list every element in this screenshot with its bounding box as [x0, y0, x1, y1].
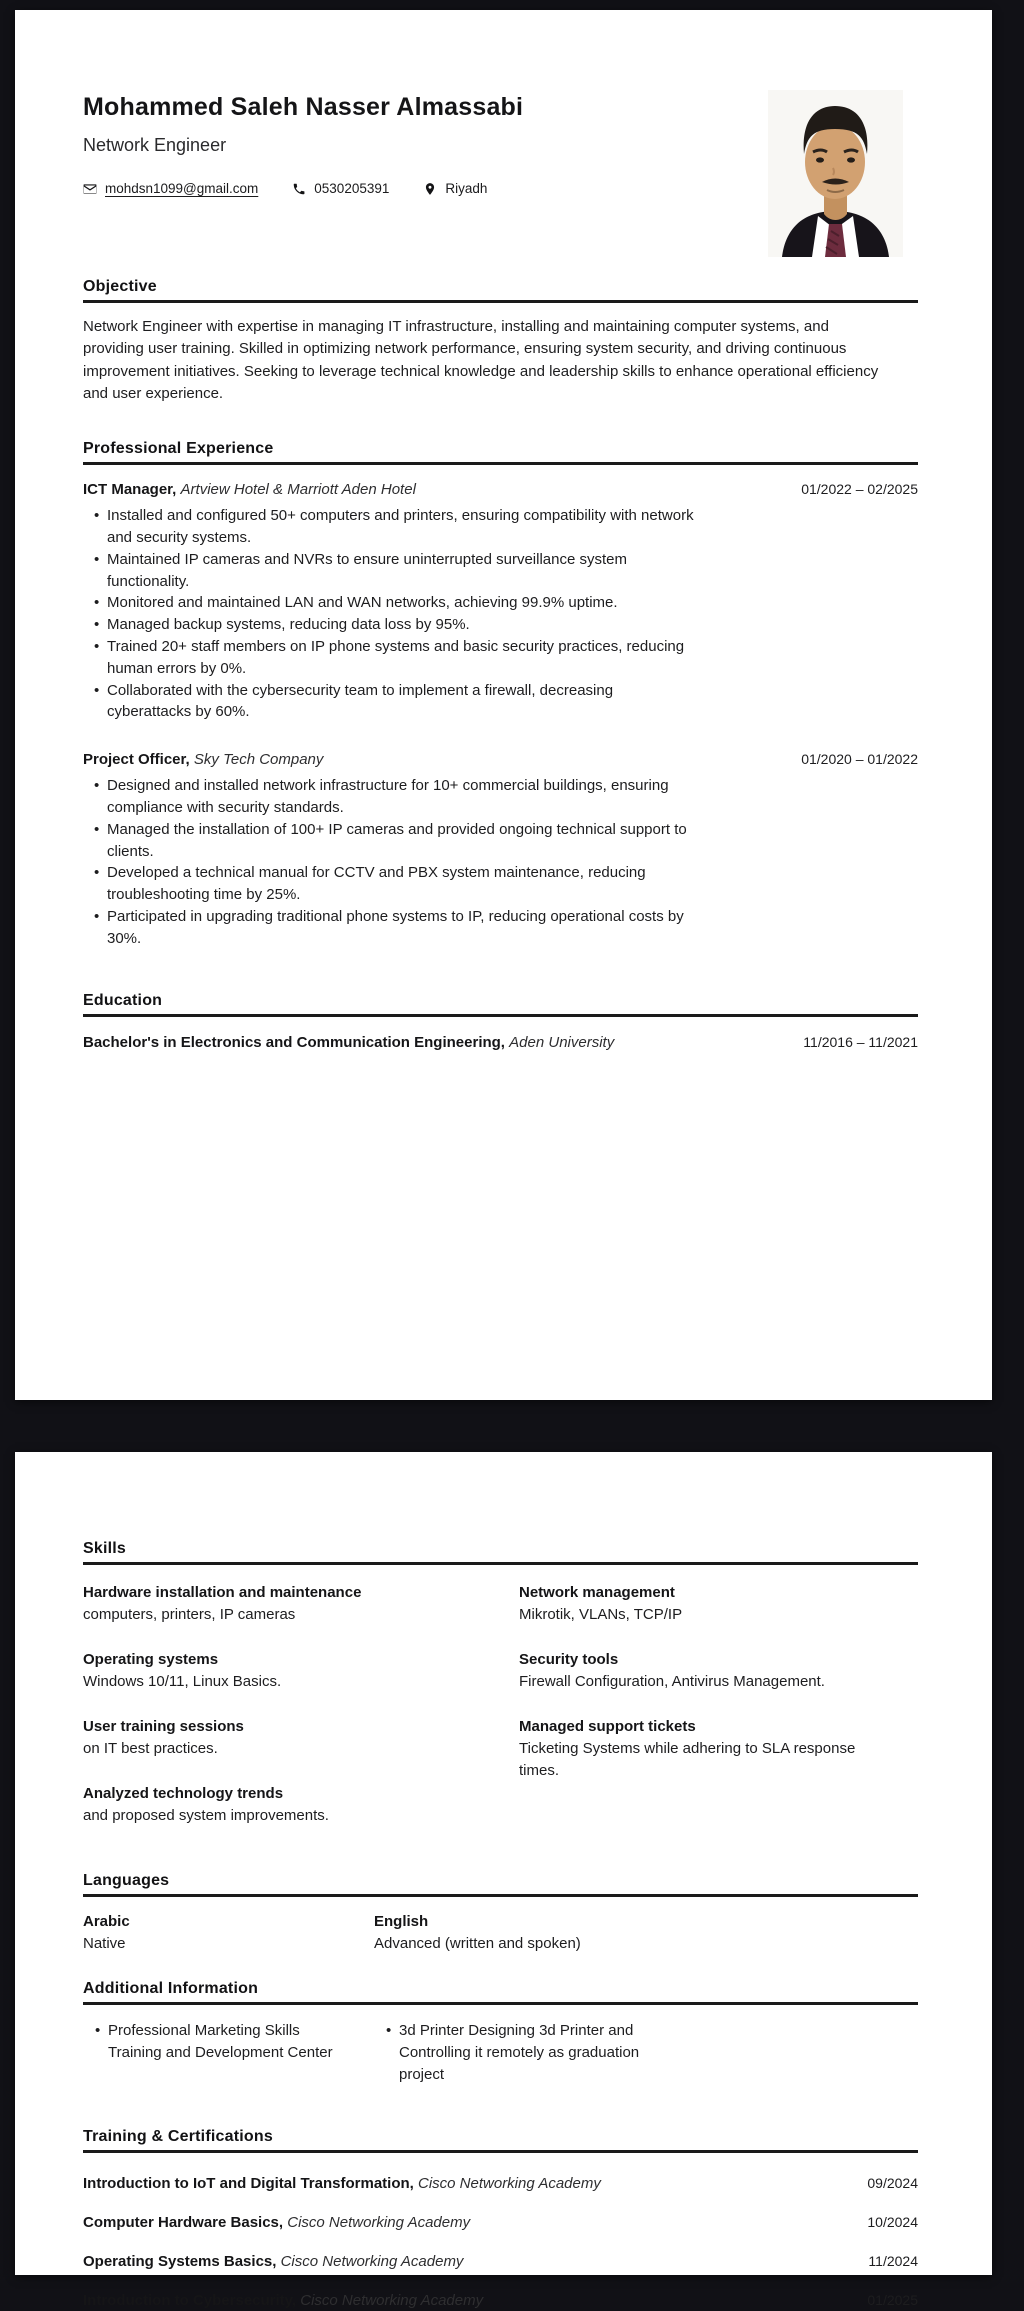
experience-bullet: • Managed backup systems, reducing data loss by 95%. — [83, 614, 695, 636]
experience-entry-title — [83, 750, 323, 770]
candidate-job-title: Network Engineer — [83, 135, 227, 155]
certification-org: Cisco Networking Academy — [280, 2253, 464, 2270]
skill-title: Managed support tickets — [519, 1718, 696, 1735]
experience-bullet: • Trained 20+ staff members on IP phone systems and basic security practices, reducing human errors by 0%. — [83, 636, 695, 680]
skill-title: Operating systems — [83, 1651, 219, 1668]
skill-detail: Firewall Configuration, Antivirus Management. — [519, 1673, 825, 1690]
additional-information-heading: Additional Information — [83, 1980, 918, 2005]
experience-bullet: • Managed the installation of 100+ IP cameras and provided ongoing technical support to clients. — [83, 819, 695, 863]
education-entry — [83, 1032, 918, 1053]
experience-bullet: • Designed and installed network infrastructure for 10+ commercial buildings, ensuring compliance with security standards. — [83, 775, 695, 819]
contact-phone — [292, 180, 389, 197]
certification-entry — [83, 2173, 918, 2194]
experience-bullets — [83, 505, 695, 723]
languages-list — [83, 1911, 918, 1955]
resume-page-2 — [15, 1452, 992, 2309]
certification-entry-title — [83, 2213, 470, 2233]
language-level: Native — [83, 1935, 126, 1952]
certification-title: Operating Systems Basics, — [83, 2253, 277, 2270]
experience-entry-header — [83, 479, 918, 500]
experience-heading: Professional Experience — [83, 440, 918, 465]
profile-photo — [768, 90, 903, 257]
experience-bullet: • Developed a technical manual for CCTV and PBX system maintenance, reducing troubleshooting time by 25%. — [83, 862, 695, 906]
section-additional-information — [83, 1980, 918, 2086]
certification-entry-title — [83, 2291, 483, 2311]
experience-entries — [83, 479, 918, 949]
language-level: Advanced (written and spoken) — [374, 1935, 581, 1952]
skill-item — [83, 1582, 519, 1626]
experience-bullet: • Collaborated with the cybersecurity team to implement a firewall, decreasing cyberattacks by 60%. — [83, 680, 695, 724]
skill-detail: and proposed system improvements. — [83, 1807, 329, 1824]
skill-item — [519, 1582, 918, 1626]
experience-bullets — [83, 775, 695, 949]
contact-location — [423, 180, 487, 197]
certification-org: Cisco Networking Academy — [418, 2175, 601, 2192]
experience-role: Project Officer, — [83, 751, 190, 769]
education-degree: Bachelor's in Electronics and Communication Engineering, — [83, 1033, 505, 1051]
certification-date: 01/2025 — [867, 2292, 918, 2308]
phone-value: 0530205391 — [314, 181, 390, 196]
experience-bullet: • Participated in upgrading traditional phone systems to IP, reducing operational costs by 30%. — [83, 906, 695, 950]
skill-item — [83, 1649, 519, 1693]
skill-item — [519, 1716, 918, 1782]
experience-role: ICT Manager, — [83, 481, 177, 499]
experience-entry — [83, 749, 918, 949]
certification-entry-title — [83, 2174, 601, 2194]
skill-detail: computers, printers, IP cameras — [83, 1606, 296, 1623]
certification-title: Computer Hardware Basics, — [83, 2214, 284, 2231]
experience-bullet: • Installed and configured 50+ computers and printers, ensuring compatibility with network and security systems. — [83, 505, 695, 549]
certification-date: 09/2024 — [867, 2175, 918, 2191]
language-item — [83, 1911, 374, 1955]
skill-item — [83, 1783, 519, 1827]
skill-item — [83, 1716, 519, 1760]
additional-information-item: • 3d Printer Designing 3d Printer and Controlling it remotely as graduation project — [374, 2020, 644, 2086]
skills-columns — [83, 1582, 918, 1850]
skill-detail: Windows 10/11, Linux Basics. — [83, 1673, 282, 1690]
certification-org: Cisco Networking Academy — [300, 2292, 484, 2309]
section-skills — [83, 1540, 918, 1850]
skill-item — [519, 1649, 918, 1693]
certification-date: 11/2024 — [868, 2253, 918, 2269]
skill-title: Hardware installation and maintenance — [83, 1584, 362, 1601]
section-certifications — [83, 2128, 918, 2311]
languages-heading: Languages — [83, 1872, 918, 1897]
phone-icon — [292, 182, 306, 196]
envelope-icon — [83, 182, 97, 196]
section-languages — [83, 1872, 918, 1955]
experience-bullet: • Monitored and maintained LAN and WAN networks, achieving 99.9% uptime. — [83, 592, 695, 614]
objective-text: Network Engineer with expertise in managing IT infrastructure, installing and maintaining computer systems, and providing user training. Skilled in optimizing network performance, ensuring system security, and driving continuous improvement initiatives. Seeking to leverage technical knowledge and leadership skills to enhance operational efficiency and user experience. — [83, 318, 879, 402]
certification-entry — [83, 2251, 918, 2272]
section-experience — [83, 440, 918, 949]
skill-detail: on IT best practices. — [83, 1740, 218, 1757]
skill-detail: Mikrotik, VLANs, TCP/IP — [519, 1606, 683, 1623]
language-name: Arabic — [83, 1913, 130, 1930]
certification-title: Introduction to IoT and Digital Transformation, — [83, 2175, 414, 2192]
skill-detail: Ticketing Systems while adhering to SLA response times. — [519, 1740, 856, 1779]
skills-right-column — [519, 1582, 918, 1850]
skill-title: Analyzed technology trends — [83, 1785, 284, 1802]
experience-company: Artview Hotel & Marriott Aden Hotel — [180, 481, 416, 499]
certifications-heading: Training & Certifications — [83, 2128, 918, 2153]
experience-entry — [83, 479, 918, 723]
resume-page-1 — [15, 10, 992, 1400]
education-heading: Education — [83, 992, 918, 1017]
experience-dates: 01/2020 – 01/2022 — [801, 751, 918, 768]
experience-entry-title — [83, 480, 416, 500]
candidate-name: Mohammed Saleh Nasser Almassabi — [83, 93, 524, 121]
certification-entry — [83, 2290, 918, 2311]
additional-information-list — [83, 2020, 918, 2086]
additional-information-item: • Professional Marketing Skills Training and Development Center — [83, 2020, 353, 2086]
language-item — [374, 1911, 918, 1955]
skills-left-column — [83, 1582, 519, 1850]
skills-heading: Skills — [83, 1540, 918, 1565]
experience-company: Sky Tech Company — [193, 751, 324, 769]
objective-heading: Objective — [83, 278, 918, 303]
education-dates: 11/2016 – 11/2021 — [803, 1033, 918, 1050]
education-entry-title — [83, 1033, 614, 1053]
experience-bullet: • Maintained IP cameras and NVRs to ensure uninterrupted surveillance system functionality. — [83, 549, 695, 593]
skill-title: Security tools — [519, 1651, 619, 1668]
section-education — [83, 992, 918, 1053]
location-pin-icon — [423, 182, 437, 196]
certification-date: 10/2024 — [867, 2214, 918, 2230]
skill-title: User training sessions — [83, 1718, 244, 1735]
certification-org: Cisco Networking Academy — [287, 2214, 471, 2231]
location-value: Riyadh — [445, 181, 488, 196]
contact-email — [83, 180, 258, 197]
certification-entries — [83, 2173, 918, 2311]
experience-entry-header — [83, 749, 918, 770]
education-entries — [83, 1032, 918, 1053]
email-value[interactable]: mohdsn1099@gmail.com — [105, 181, 259, 196]
education-school: Aden University — [509, 1033, 615, 1051]
certification-entry — [83, 2212, 918, 2233]
skill-title: Network management — [519, 1584, 675, 1601]
section-objective — [83, 278, 918, 405]
certification-entry-title — [83, 2252, 463, 2272]
language-name: English — [374, 1913, 429, 1930]
certification-title: Introduction to Cybersecurity, — [83, 2292, 297, 2309]
experience-dates: 01/2022 – 02/2025 — [801, 481, 918, 498]
